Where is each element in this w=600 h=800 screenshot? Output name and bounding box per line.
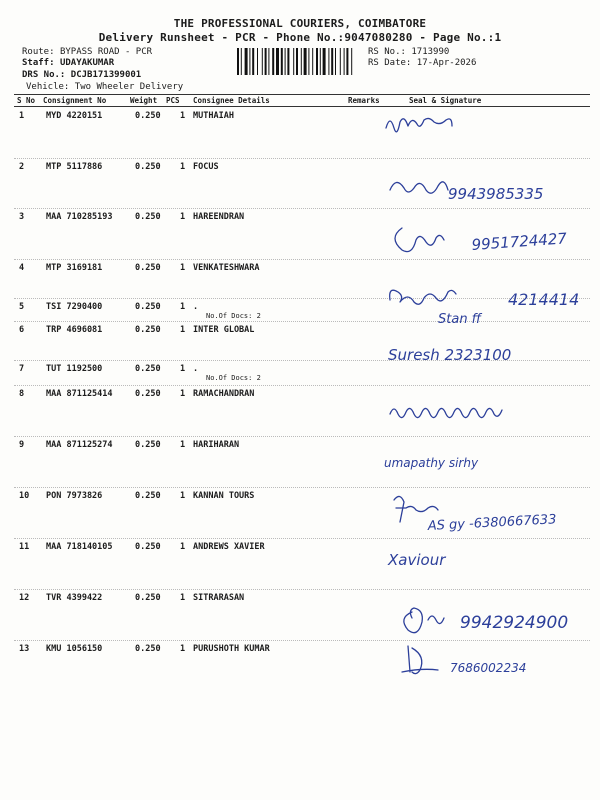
row-sno: 11 [19,542,30,552]
route-label: Route: [22,47,55,57]
signature-12-number: 9942924900 [460,613,569,633]
signature-13-number: 7686002234 [450,661,527,675]
row-consignment-no: KMU 1056150 [46,644,103,654]
row-consignment-no: MAA 718140105 [46,542,113,552]
row-consignee: SITRARASAN [193,593,245,603]
vehicle-value: Two Wheeler Delivery [74,82,184,92]
row-consignee: RAMACHANDRAN [193,389,255,399]
signature-2-number: 9943985335 [448,185,544,203]
row-pcs: 1 [180,263,186,273]
signature-5-number: 4214414 [508,290,580,309]
row-sno: 8 [19,389,25,399]
vehicle-label: Vehicle: [26,82,70,92]
row-consignment-no: MTP 5117886 [46,162,103,172]
row-sno: 13 [19,644,30,654]
row-weight: 0.250 [135,542,161,552]
row-sno: 10 [19,491,30,501]
row-pcs: 1 [180,644,186,654]
rs-no-value: 1713990 [411,47,450,57]
signature-1-icon [386,118,452,131]
row-weight: 0.250 [135,162,161,172]
row-docs-count: No.Of Docs: 2 [206,374,261,382]
row-consignment-no: MTP 3169181 [46,263,103,273]
row-consignee: PURUSHOTH KUMAR [193,644,270,654]
row-pcs: 1 [180,491,186,501]
row-sno: 9 [19,440,25,450]
row-docs-count: No.Of Docs: 2 [206,312,261,320]
signature-3-icon [395,228,444,252]
row-consignment-no: TRP 4696081 [46,325,103,335]
signature-9-text: umapathy sirhy [384,456,479,470]
row-consignment-no: PON 7973826 [46,491,103,501]
drs-value: DCJB171399001 [70,70,142,80]
row-sno: 6 [19,325,25,335]
row-consignee: HAREENDRAN [193,212,245,222]
row-consignment-no: MAA 871125414 [46,389,113,399]
row-consignee: INTER GLOBAL [193,325,255,335]
row-weight: 0.250 [135,212,161,222]
col-remarks: Remarks [348,96,380,105]
row-consignment-no: MYD 4220151 [46,111,103,121]
signature-10-text: AS gy -6380667633 [427,512,557,534]
row-sno: 1 [19,111,25,121]
row-sno: 3 [19,212,25,222]
row-consignee: FOCUS [193,162,219,172]
row-sno: 2 [19,162,25,172]
runsheet-subtitle: Delivery Runsheet - PCR - Phone No.:9047080280 - Page No.:1 [98,31,502,44]
col-pcs: PCS [166,96,180,105]
signature-2-icon [390,182,448,193]
row-weight: 0.250 [135,644,161,654]
row-weight: 0.250 [135,593,161,603]
row-consignment-no: MAA 710285193 [46,212,113,222]
rs-date-label: RS Date: [368,58,412,68]
row-sno: 7 [19,364,25,374]
col-weight: Weight [130,96,158,105]
row-weight: 0.250 [135,111,161,121]
row-pcs: 1 [180,302,186,312]
signature-11-text: Xaviour [388,551,446,569]
row-sno: 12 [19,593,30,603]
row-weight: 0.250 [135,389,161,399]
row-pcs: 1 [180,111,186,121]
staff-value: UDAYAKUMAR [59,58,115,68]
signature-3-number: 9951724427 [471,229,568,254]
row-pcs: 1 [180,440,186,450]
row-weight: 0.250 [135,440,161,450]
route-value: BYPASS ROAD - PCR [59,47,153,57]
signature-12-icon [404,608,444,633]
row-pcs: 1 [180,593,186,603]
row-weight: 0.250 [135,325,161,335]
signature-5-icon [390,290,456,304]
staff-label: Staff: [22,58,55,68]
col-seal-signature: Seal & Signature [409,96,482,105]
row-consignee: . [193,302,199,312]
row-consignee: HARIHARAN [193,440,240,450]
row-weight: 0.250 [135,302,161,312]
rs-date-value: 17-Apr-2026 [416,58,477,68]
row-pcs: 1 [180,325,186,335]
col-consignment: Consignment No [43,96,107,105]
row-pcs: 1 [180,162,186,172]
signature-8-icon [390,408,502,417]
row-sno: 5 [19,302,25,312]
row-pcs: 1 [180,542,186,552]
row-consignee: MUTHAIAH [193,111,234,121]
row-consignee: ANDREWS XAVIER [193,542,265,552]
row-weight: 0.250 [135,491,161,501]
row-consignee: VENKATESHWARA [193,263,260,273]
row-consignment-no: TVR 4399422 [46,593,103,603]
drs-label: DRS No.: [22,70,66,80]
row-weight: 0.250 [135,263,161,273]
row-sno: 4 [19,263,25,273]
col-consignee: Consignee Details [193,96,270,105]
row-pcs: 1 [180,364,186,374]
row-weight: 0.250 [135,364,161,374]
row-consignment-no: TUT 1192500 [46,364,103,374]
row-consignee: . [193,364,199,374]
company-title: THE PROFESSIONAL COURIERS, COIMBATORE [173,17,427,30]
row-pcs: 1 [180,212,186,222]
rs-no-label: RS No.: [368,47,406,57]
row-consignment-no: MAA 871125274 [46,440,113,450]
row-consignee: KANNAN TOURS [193,491,255,501]
signature-5-text: Stan ff [438,312,482,327]
col-sno: S No [17,96,36,105]
row-pcs: 1 [180,389,186,399]
signature-13-icon [402,646,438,674]
row-consignment-no: TSI 7290400 [46,302,103,312]
signature-6-text: Suresh 2323100 [388,346,512,364]
